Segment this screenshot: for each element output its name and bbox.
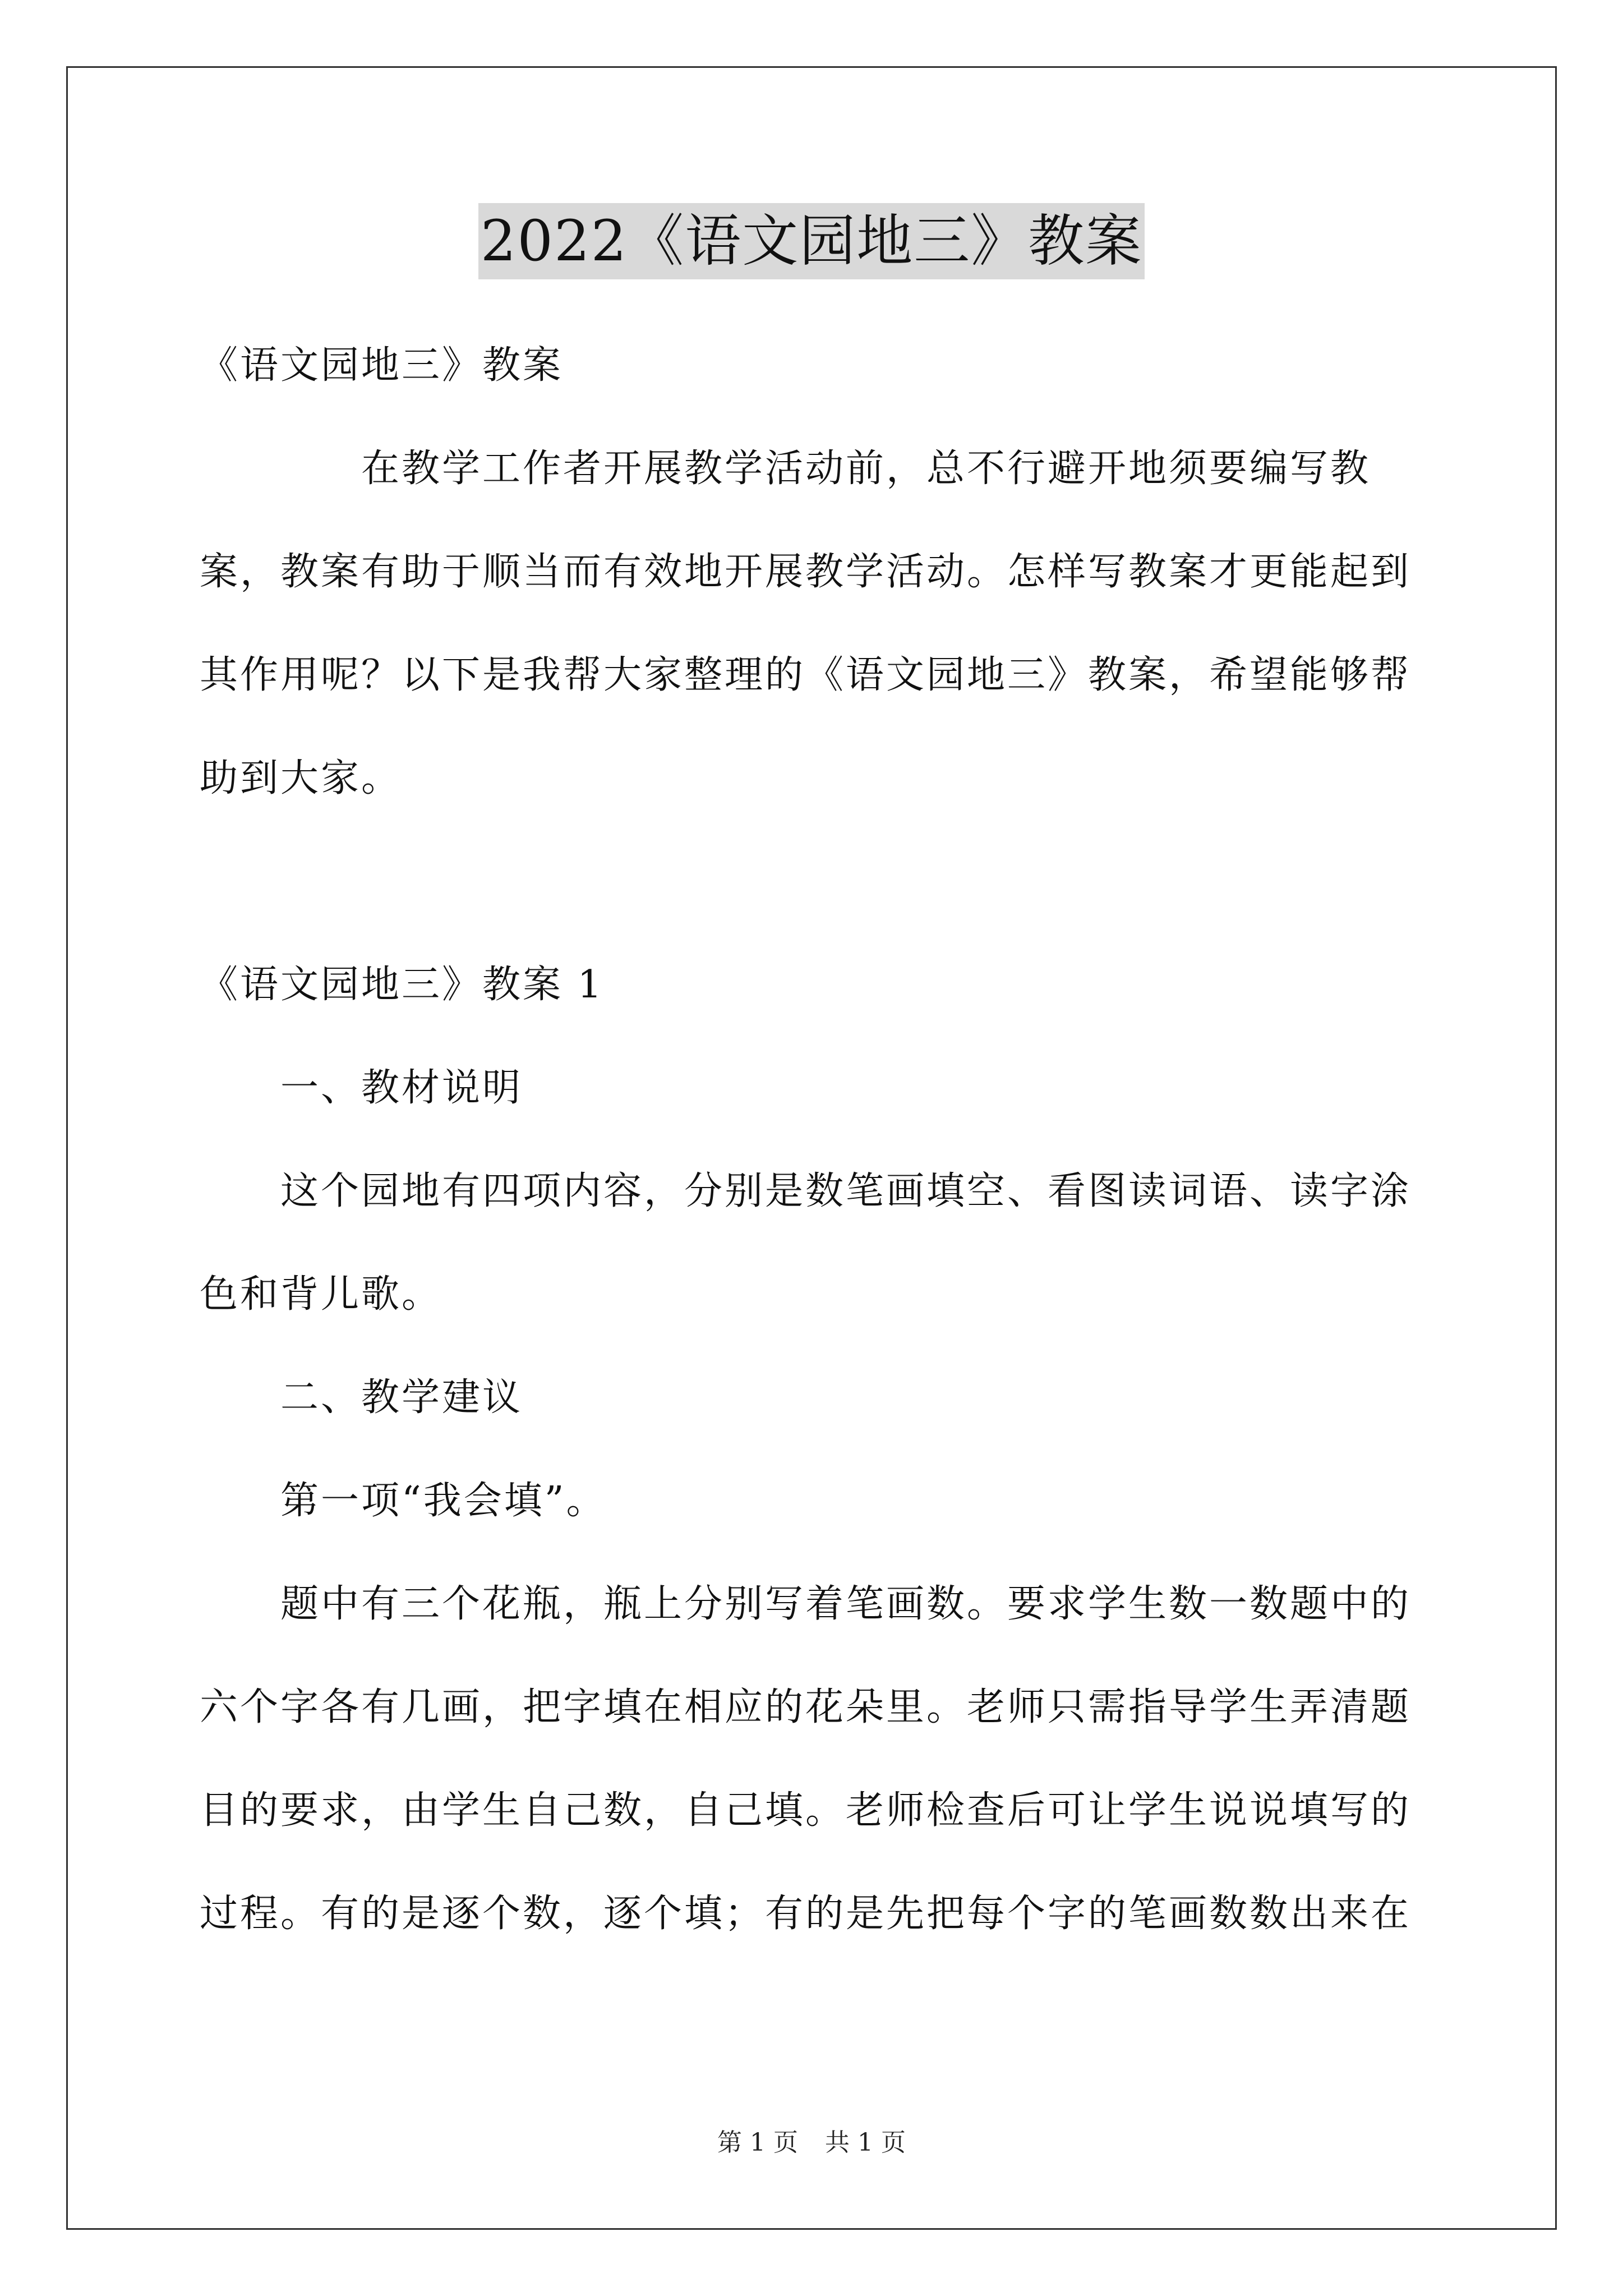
document-title: 2022《语文园地三》教案: [478, 203, 1145, 279]
paragraph-heading: 《语文园地三》教案: [200, 343, 564, 388]
title-container: [0, 203, 1623, 279]
paragraph-item-one: 第一项“我会填”。: [280, 1479, 607, 1523]
page-footer: [0, 2126, 1623, 2160]
section-heading: 《语文园地三》教案 1: [200, 963, 604, 1007]
subheading-suggestions: 二、教学建议: [280, 1375, 523, 1420]
page-total: 共 1 页: [825, 2128, 906, 2157]
spacer: [200, 830, 1433, 933]
page-number: 第 1 页: [717, 2128, 798, 2157]
paragraph-intro: 在教学工作者开展教学活动前，总不行避开地须要编写教案，教案有助于顺当而有效地开展教学活动。怎样写教案才更能起到其作用呢？以下是我帮大家整理的《语文园地三》教案，希望能够帮助到大家。: [200, 447, 1412, 800]
paragraph-item-one-detail: 题中有三个花瓶，瓶上分别写着笔画数。要求学生数一数题中的六个字各有几画，把字填在相应的花朵里。老师只需指导学生弄清题目的要求，由学生自己数，自己填。老师检查后可让学生说说填写的过程。有的是逐个数，逐个填；有的是先把每个字的笔画数数出来在: [200, 1582, 1412, 1936]
document-body: [200, 314, 1433, 1966]
paragraph-materials: 这个园地有四项内容，分别是数笔画填空、看图读词语、读字涂色和背儿歌。: [200, 1169, 1412, 1317]
subheading-materials: 一、教材说明: [280, 1066, 523, 1110]
